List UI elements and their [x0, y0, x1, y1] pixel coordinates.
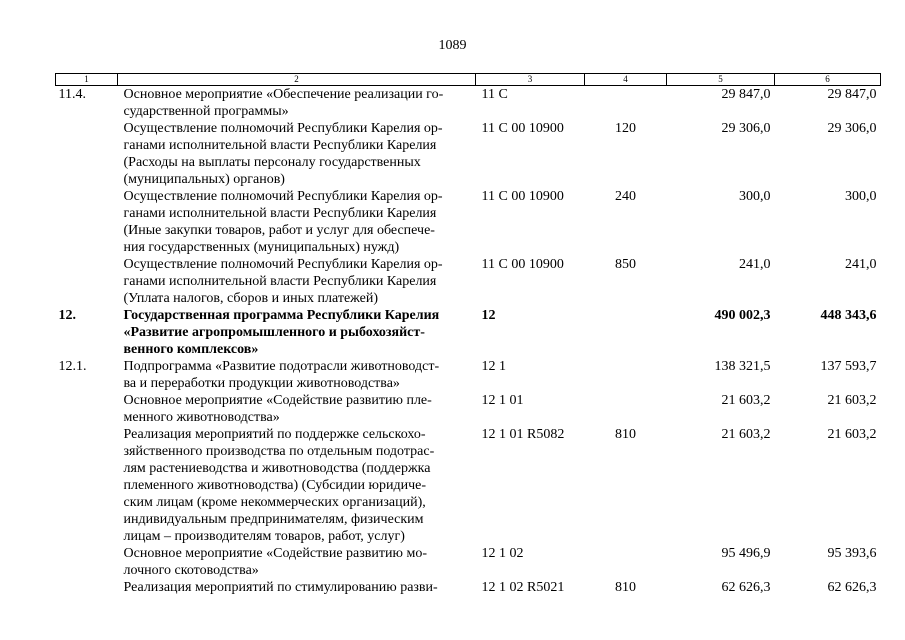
amount-year-1: 29 306,0	[721, 121, 771, 136]
item-name	[118, 579, 476, 596]
target-article-code: 12 1 01 R5082	[481, 427, 565, 442]
column-header-6: 6	[775, 74, 881, 86]
expense-type-code	[585, 86, 667, 121]
expense-type-code: 120	[615, 121, 636, 136]
expense-type-code: 850	[615, 257, 636, 272]
item-name-line: индивидуальным предпринимателям, физическим	[123, 512, 424, 527]
item-name	[118, 256, 476, 307]
item-name-line: зяйственного производства по отдельным подотрас-	[123, 444, 435, 459]
item-name-line: Осуществление полномочий Республики Карелия ор-	[123, 121, 443, 136]
item-name-line: Осуществление полномочий Республики Карелия ор-	[123, 257, 443, 272]
target-article-code: 12 1 01	[481, 393, 524, 408]
amount-year-1: 21 603,2	[721, 393, 771, 408]
target-article-code: 12 1 02	[481, 546, 524, 561]
expense-type-code: 240	[615, 189, 636, 204]
amount-year-1: 490 002,3	[714, 308, 771, 323]
item-name-line: племенного животноводства) (Субсидии юридиче-	[123, 478, 427, 493]
column-header-4: 4	[585, 74, 667, 86]
item-name	[118, 120, 476, 188]
target-article-code: 12 1 02 R5021	[481, 580, 565, 595]
amount-year-2: 241,0	[845, 257, 877, 272]
item-name-line: менного животноводства»	[123, 410, 280, 425]
amount-year-2: 300,0	[845, 189, 877, 204]
item-name	[118, 86, 476, 121]
item-number	[56, 545, 118, 579]
amount-year-2: 95 393,6	[827, 546, 877, 561]
item-name-line: (Иные закупки товаров, работ и услуг для обеспече-	[123, 223, 435, 238]
item-name	[118, 426, 476, 545]
item-name-line: ганами исполнительной власти Республики Карелия	[123, 138, 437, 153]
item-name	[118, 358, 476, 392]
item-name-line: Реализация мероприятий по стимулированию разви-	[123, 580, 438, 595]
target-article-code: 12	[481, 308, 496, 323]
expense-type-code	[585, 545, 667, 579]
item-name-line: (Уплата налогов, сборов и иных платежей)	[123, 291, 379, 306]
item-name-line: Основное мероприятие «Обеспечение реализации го-	[123, 87, 444, 102]
item-number: 11.4.	[58, 87, 86, 102]
item-name-line: (муниципальных) органов)	[123, 172, 285, 187]
amount-year-1: 29 847,0	[721, 87, 771, 102]
item-number	[56, 392, 118, 426]
amount-year-2: 29 847,0	[827, 87, 877, 102]
target-article-code: 11 С 00 10900	[481, 121, 564, 136]
item-number	[56, 256, 118, 307]
item-name-line: Подпрограмма «Развитие подотрасли животноводст-	[123, 359, 440, 374]
amount-year-1: 300,0	[739, 189, 771, 204]
table-row	[56, 392, 881, 426]
table-row	[56, 426, 881, 545]
expense-type-code	[585, 307, 667, 358]
amount-year-2: 29 306,0	[827, 121, 877, 136]
table-body	[56, 86, 881, 597]
item-name-line: ским лицам (кроме некоммерческих организаций),	[123, 495, 426, 510]
item-name-line: лям растениеводства и животноводства (поддержка	[123, 461, 431, 476]
amount-year-2: 62 626,3	[827, 580, 877, 595]
amount-year-2: 137 593,7	[820, 359, 877, 374]
amount-year-2: 21 603,2	[827, 427, 877, 442]
amount-year-1: 138 321,5	[714, 359, 771, 374]
amount-year-2: 448 343,6	[820, 308, 877, 323]
expense-type-code: 810	[615, 580, 636, 595]
item-number	[56, 120, 118, 188]
column-header-1: 1	[56, 74, 118, 86]
expense-type-code: 810	[615, 427, 636, 442]
target-article-code: 12 1	[481, 359, 506, 374]
table-row	[56, 579, 881, 596]
item-number: 12.1.	[58, 359, 87, 374]
table-row	[56, 86, 881, 121]
item-number	[56, 426, 118, 545]
table-row	[56, 307, 881, 358]
page-number: 1089	[438, 38, 467, 53]
item-name-line: ва и переработки продукции животноводства»	[123, 376, 400, 391]
amount-year-1: 241,0	[739, 257, 771, 272]
column-header-5: 5	[667, 74, 775, 86]
item-name-line: Государственная программа Республики Карелия	[123, 308, 440, 323]
item-name	[118, 545, 476, 579]
item-name-line: венного комплексов»	[123, 342, 259, 357]
item-number	[56, 579, 118, 596]
item-name-line: «Развитие агропромышленного и рыбохозяйст-	[123, 325, 425, 340]
amount-year-1: 21 603,2	[721, 427, 771, 442]
item-name-line: Основное мероприятие «Содействие развитию мо-	[123, 546, 427, 561]
column-header-3: 3	[476, 74, 585, 86]
item-name-line: Реализация мероприятий по поддержке сельскохо-	[123, 427, 426, 442]
table-row	[56, 358, 881, 392]
amount-year-1: 95 496,9	[721, 546, 771, 561]
item-name-line: сударственной программы»	[123, 104, 289, 119]
item-name	[118, 188, 476, 256]
item-number	[56, 188, 118, 256]
table-row	[56, 256, 881, 307]
item-name-line: лочного скотоводства»	[123, 563, 259, 578]
target-article-code: 11 С	[481, 87, 508, 102]
item-name-line: лицам – производителям товаров, работ, услуг)	[123, 529, 405, 544]
column-header-2: 2	[118, 74, 476, 86]
amount-year-2: 21 603,2	[827, 393, 877, 408]
item-name-line: Осуществление полномочий Республики Карелия ор-	[123, 189, 443, 204]
item-name-line: ганами исполнительной власти Республики Карелия	[123, 274, 437, 289]
column-number-header-row	[56, 74, 881, 86]
table-row	[56, 120, 881, 188]
item-name-line: ния государственных (муниципальных) нужд)	[123, 240, 400, 255]
item-number: 12.	[58, 308, 76, 323]
target-article-code: 11 С 00 10900	[481, 189, 564, 204]
expense-type-code	[585, 358, 667, 392]
expense-type-code	[585, 392, 667, 426]
item-name	[118, 307, 476, 358]
amount-year-1: 62 626,3	[721, 580, 771, 595]
table-row	[56, 545, 881, 579]
item-name	[118, 392, 476, 426]
target-article-code: 11 С 00 10900	[481, 257, 564, 272]
table-row	[56, 188, 881, 256]
item-name-line: (Расходы на выплаты персоналу государственных	[123, 155, 421, 170]
item-name-line: Основное мероприятие «Содействие развитию пле-	[123, 393, 432, 408]
budget-table	[55, 73, 881, 596]
item-name-line: ганами исполнительной власти Республики Карелия	[123, 206, 437, 221]
